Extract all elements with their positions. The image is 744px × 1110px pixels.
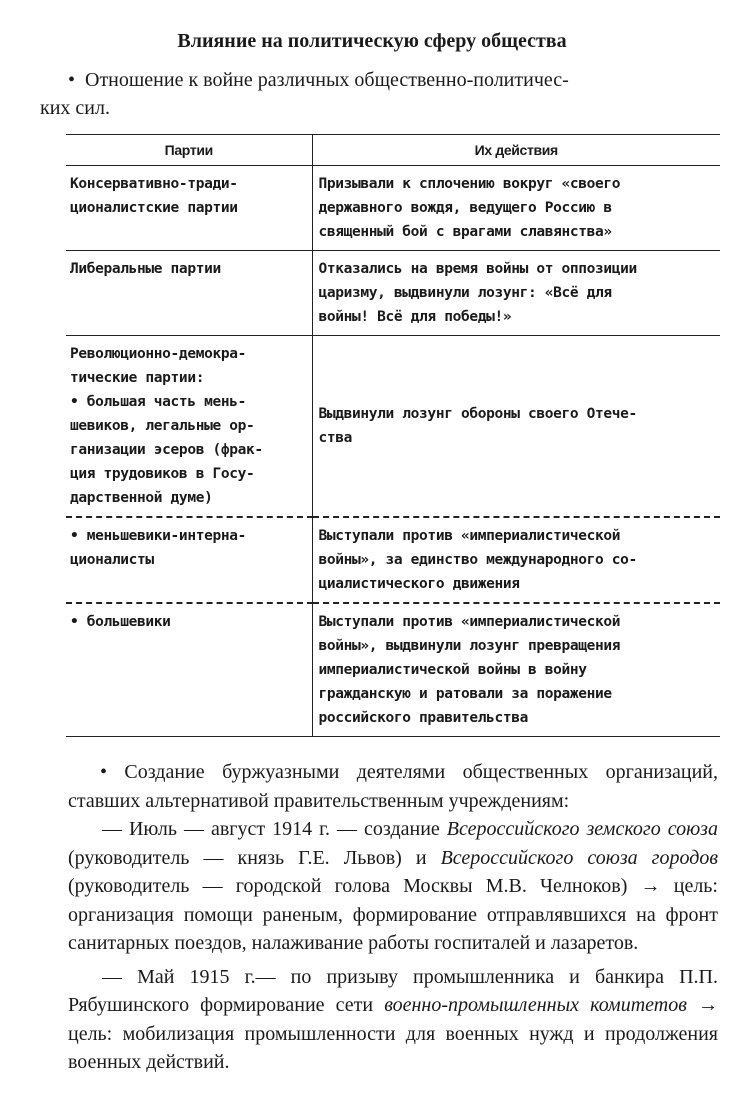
party-line: шевиков, легальные ор-	[70, 418, 255, 434]
action-line: державного вождя, ведущего Россию в	[318, 200, 612, 216]
action-cell	[312, 336, 720, 518]
text-run: (руководитель — городской голова Москвы М.В. Челноков) → цель: организация помощи раненым, формирование отправлявшихся на фронт санитарных поездов, налаживание работы госпиталей и лазаретов.	[68, 875, 718, 954]
party-cell	[66, 336, 312, 518]
intro-line-1: Отношение к войне различных общественно-политичес-	[85, 69, 569, 91]
text-run: (руководитель — князь Г.Е. Львов) и	[68, 846, 441, 869]
action-line: империалистической войны в войну	[318, 662, 587, 678]
action-line: Призывали к сплочению вокруг «своего	[318, 176, 621, 192]
action-line: священный бой с врагами славянства»	[318, 224, 612, 240]
party-line: ция трудовиков в Госу-	[70, 466, 255, 482]
table-row	[66, 603, 720, 737]
action-line: войны», выдвинули лозунг превращения	[318, 638, 621, 654]
intro-paragraph	[40, 66, 718, 122]
page-title: Влияние на политическую сферу общества	[177, 30, 567, 52]
action-line: Выступали против «империалистической	[318, 528, 621, 544]
party-line: • меньшевики-интерна-	[70, 528, 246, 544]
bullet: •	[68, 69, 76, 91]
action-cell	[312, 603, 720, 737]
paragraph-organizations: • Создание буржуазными деятелями общественных организаций, ставших альтернативой правительственным учреждениям:	[68, 761, 718, 812]
table-header-row	[66, 135, 720, 166]
party-line: Революционно-демокра-	[70, 346, 246, 362]
action-cell	[312, 166, 720, 251]
header-parties: Партии	[66, 135, 312, 166]
body-text	[68, 758, 718, 1077]
party-cell	[66, 251, 312, 336]
emphasis-zemstvo: Всероссийского земского союза	[446, 818, 718, 840]
party-cell	[66, 166, 312, 251]
party-line: ционалисты	[70, 552, 154, 568]
party-line: • большевики	[70, 614, 171, 630]
action-line: царизму, выдвинули лозунг: «Всё для	[318, 285, 612, 301]
text-run: → цель: мобилизация промышленности для военных нужд и продолжения военных действий.	[68, 994, 718, 1073]
action-line: Выступали против «империалистической	[318, 614, 621, 630]
paragraph-1914	[68, 815, 718, 958]
party-line: ционалистские партии	[70, 200, 238, 216]
party-line: ганизации эсеров (фрак-	[70, 442, 263, 458]
parties-table	[66, 134, 720, 737]
header-actions: Их действия	[312, 135, 720, 166]
party-line: тические партии:	[70, 370, 205, 386]
action-cell	[312, 251, 720, 336]
emphasis-committees: военно-промышленных комитетов	[384, 994, 687, 1016]
action-line: войны! Всё для победы!»	[318, 309, 512, 325]
text-run: — Май 1915 г.— по призыву промышленника и банкира П.П. Рябушинского формирование сети	[68, 965, 718, 1016]
party-line: • большая часть мень-	[70, 394, 246, 410]
action-line: циалистического движения	[318, 576, 520, 592]
action-line: гражданскую и ратовали за поражение	[318, 686, 612, 702]
action-cell	[312, 517, 720, 603]
paragraph-1915	[68, 963, 718, 1077]
intro-line-2: ких сил.	[40, 97, 110, 119]
party-line: Консервативно-тради-	[70, 176, 238, 192]
emphasis-cities: Всероссийского союза городов	[440, 846, 718, 869]
action-line: войны», за единство международного со-	[318, 552, 637, 568]
party-line: дарственной думе)	[70, 490, 213, 506]
table-row	[66, 166, 720, 251]
text-run: — Июль — август 1914 г. — создание	[102, 818, 447, 840]
table-row	[66, 336, 720, 518]
party-cell	[66, 603, 312, 737]
table-row	[66, 517, 720, 603]
action-line: российского правительства	[318, 710, 528, 726]
action-line: Выдвинули лозунг обороны своего Отече-	[318, 406, 637, 422]
action-line: ства	[318, 430, 353, 446]
table-row	[66, 251, 720, 336]
party-cell	[66, 517, 312, 603]
party-line: Либеральные партии	[70, 261, 221, 277]
action-line: Отказались на время войны от оппозиции	[318, 261, 637, 277]
